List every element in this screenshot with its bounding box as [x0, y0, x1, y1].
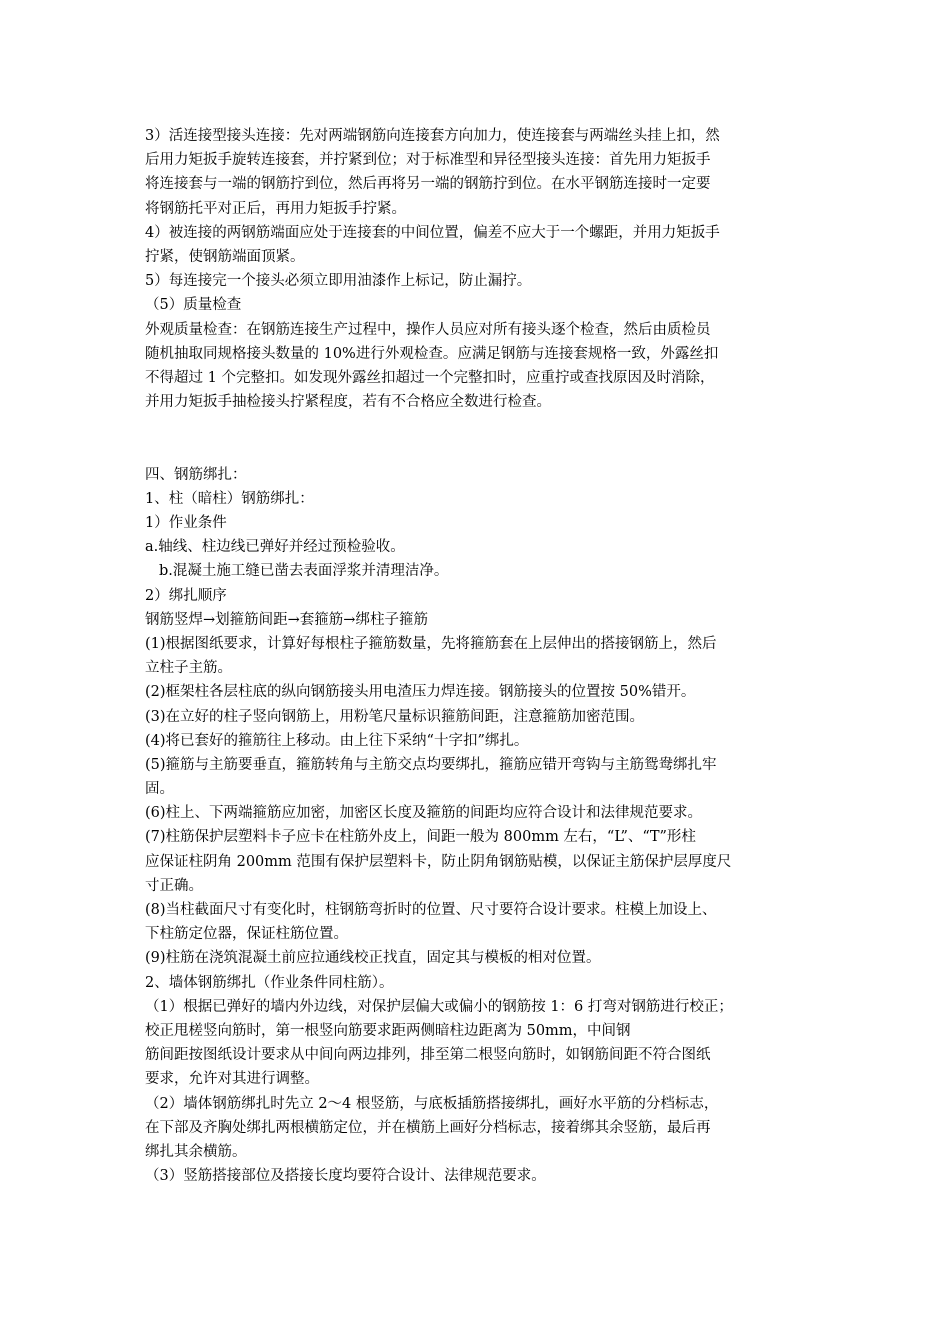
text-line: 随机抽取同规格接头数量的 10%进行外观检查。应满足钢筋与连接套规格一致，外露丝扣	[145, 345, 719, 362]
text-line: 绑扎其余横筋。	[145, 1143, 247, 1160]
text-line: (6)柱上、下两端箍筋应加密，加密区长度及箍筋的间距均应符合设计和法律规范要求。	[145, 805, 703, 822]
text-line: 要求，允许对其进行调整。	[145, 1071, 319, 1088]
text-line: 钢筋竖焊→划箍筋间距→套箍筋→绑柱子箍筋	[145, 611, 428, 628]
text-line: 寸正确。	[145, 877, 203, 894]
text-line: 外观质量检查：在钢筋连接生产过程中，操作人员应对所有接头逐个检查，然后由质检员	[145, 321, 711, 338]
text-line: （2）墙体钢筋绑扎时先立 2～4 根竖筋，与底板插筋搭接绑扎，画好水平筋的分档标志，	[145, 1095, 719, 1112]
text-line: 校正甩槎竖向筋时，第一根竖向筋要求距两侧暗柱边距离为 50mm，中间钢	[145, 1022, 631, 1039]
text-line: (5)箍筋与主筋要垂直，箍筋转角与主筋交点均要绑扎，箍筋应错开弯钩与主筋鸳鸯绑扎牢	[145, 756, 717, 773]
section-heading: 四、钢筋绑扎：	[145, 466, 247, 483]
text-line: 5）每连接完一个接头必须立即用油漆作上标记，防止漏拧。	[145, 273, 532, 290]
text-line: 在下部及齐胸处绑扎两根横筋定位，并在横筋上画好分档标志，接着绑其余竖筋，最后再	[145, 1119, 711, 1136]
text-line: 应保证柱阴角 200mm 范围有保护层塑料卡，防止阴角钢筋贴模，以保证主筋保护层厚度尺	[145, 853, 732, 870]
text-line: (1)根据图纸要求，计算好每根柱子箍筋数量，先将箍筋套在上层伸出的搭接钢筋上，然后	[145, 635, 717, 652]
text-line: 2）绑扎顺序	[145, 587, 227, 604]
text-line: b.混凝土施工缝已凿去表面浮浆并清理洁净。	[159, 563, 449, 580]
text-line: 4）被连接的两钢筋端面应处于连接套的中间位置，偏差不应大于一个螺距，并用力矩扳手	[145, 224, 720, 241]
text-line: (9)柱筋在浇筑混凝土前应拉通线校正找直，固定其与模板的相对位置。	[145, 950, 601, 967]
text-line: 下柱筋定位器，保证柱筋位置。	[145, 926, 348, 943]
text-line: 拧紧，使钢筋端面顶紧。	[145, 248, 305, 265]
text-line: 并用力矩扳手抽检接头拧紧程度，若有不合格应全数进行检查。	[145, 394, 551, 411]
text-line: 立柱子主筋。	[145, 660, 232, 677]
text-line: 1）作业条件	[145, 515, 227, 532]
subsection-heading: 1、柱（暗柱）钢筋绑扎：	[145, 490, 314, 507]
subsection-heading: （5）质量检查	[145, 297, 242, 314]
text-line: (2)框架柱各层柱底的纵向钢筋接头用电渣压力焊连接。钢筋接头的位置按 50%错开。	[145, 684, 696, 701]
paragraph-gap	[145, 414, 820, 462]
text-line: 将连接套与一端的钢筋拧到位，然后再将另一端的钢筋拧到位。在水平钢筋连接时一定要	[145, 176, 711, 193]
subsection-heading: 2、墙体钢筋绑扎（作业条件同柱筋）。	[145, 974, 394, 991]
text-line: (4)将已套好的箍筋往上移动。由上往下采纳“十字扣”绑扎。	[145, 732, 529, 749]
text-line: (3)在立好的柱子竖向钢筋上，用粉笔尺量标识箍筋间距，注意箍筋加密范围。	[145, 708, 645, 725]
text-line: (7)柱筋保护层塑料卡子应卡在柱筋外皮上，间距一般为 800mm 左右，“L”、“T”形柱	[145, 829, 696, 846]
text-line: a.轴线、柱边线已弹好并经过预检验收。	[145, 539, 405, 556]
text-line: 筋间距按图纸设计要求从中间向两边排列，排至第二根竖向筋时，如钢筋间距不符合图纸	[145, 1047, 711, 1064]
document-body	[145, 124, 820, 1188]
text-line: 将钢筋托平对正后，再用力矩扳手拧紧。	[145, 200, 406, 217]
text-line: 不得超过 1 个完整扣。如发现外露丝扣超过一个完整扣时，应重拧或查找原因及时消除，	[145, 369, 715, 386]
text-line: 固。	[145, 781, 174, 798]
text-line: 后用力矩扳手旋转连接套，并拧紧到位；对于标准型和异径型接头连接：首先用力矩扳手	[145, 152, 711, 169]
text-line: （3）竖筋搭接部位及搭接长度均要符合设计、法律规范要求。	[145, 1168, 546, 1185]
text-line: 3）活连接型接头连接：先对两端钢筋向连接套方向加力，使连接套与两端丝头挂上扣，然	[145, 128, 720, 144]
text-line: (8)当柱截面尺寸有变化时，柱钢筋弯折时的位置、尺寸要符合设计要求。柱模上加设上、	[145, 902, 717, 919]
text-line: （1）根据已弹好的墙内外边线，对保护层偏大或偏小的钢筋按 1：6 打弯对钢筋进行校正；	[145, 998, 733, 1015]
